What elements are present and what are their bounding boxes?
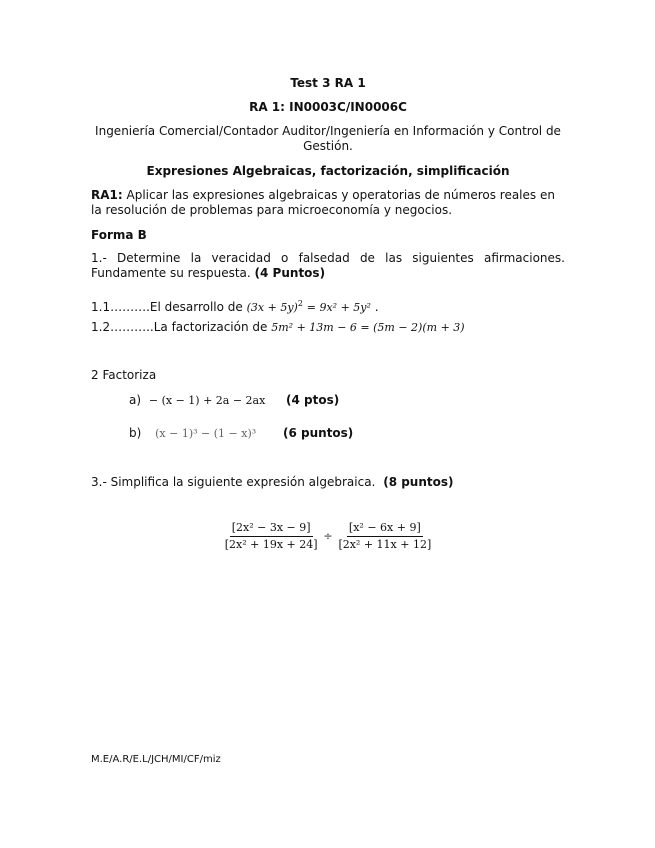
q1-line2-wrap xyxy=(91,266,565,281)
q2-b-math: (x − 1)³ − (1 − x)³ xyxy=(155,427,257,440)
q2-item-a xyxy=(129,393,565,408)
q1-item1-end: . xyxy=(374,300,379,314)
fraction-1-denominator: [2x² + 19x + 24] xyxy=(224,538,318,551)
fraction-2-denominator: [2x² + 11x + 12] xyxy=(338,538,432,551)
question-1 xyxy=(91,251,565,281)
ra-text: Aplicar las expresiones algebraicas y operatorias de números reales en la resolución de problemas para microeconomía y negocios. xyxy=(91,188,555,217)
footer-initials: M.E/A.R/E.L/JCH/MI/CF/miz xyxy=(91,754,221,765)
q1-item2-prefix: 1.2………..La factorización de xyxy=(91,320,268,334)
test-title: Test 3 RA 1 xyxy=(290,76,366,90)
q3-expression xyxy=(91,521,565,552)
q2-b-label: b) xyxy=(129,426,142,440)
q1-item2-math: 5m² + 13m − 6 = (5m − 2)(m + 3) xyxy=(271,321,465,334)
q3-points: (8 puntos) xyxy=(383,475,454,489)
form-label: Forma B xyxy=(91,228,147,242)
q2-title: 2 Factoriza xyxy=(91,368,157,382)
q1-item1-rhs: = 9x² + 5y² xyxy=(306,301,371,314)
q2-a-label: a) xyxy=(129,393,142,407)
q2-b-points: (6 puntos) xyxy=(283,426,354,440)
programs-line: Ingeniería Comercial/Contador Auditor/Ingeniería en Información y Control de Gestión. xyxy=(95,124,561,153)
q1-item1-prefix: 1.1……….El desarrollo de xyxy=(91,300,243,314)
question-3 xyxy=(91,475,565,490)
q1-item-1 xyxy=(91,296,565,315)
fraction-2-numerator: [x² − 6x + 9] xyxy=(347,521,423,537)
q1-item1-lhs: (3x + 5y) xyxy=(246,301,298,314)
q2-item-b xyxy=(129,426,565,441)
q1-line2: Fundamente su respuesta. xyxy=(91,266,251,280)
q2-a-points: (4 ptos) xyxy=(286,393,340,407)
course-codes: RA 1: IN0003C/IN0006C xyxy=(249,100,407,114)
q3-text: 3.- Simplifica la siguiente expresión algebraica. xyxy=(91,475,376,489)
q1-line1: 1.- Determine la veracidad o falsedad de las siguientes afirmaciones. xyxy=(91,251,565,265)
q1-item1-exponent: 2 xyxy=(297,299,303,308)
q1-item-2 xyxy=(91,320,565,335)
q2-a-math: − (x − 1) + 2a − 2ax xyxy=(148,394,266,407)
fraction-1 xyxy=(223,521,320,552)
topic-heading: Expresiones Algebraicas, factorización, simplificación xyxy=(146,164,510,178)
q1-points: (4 Puntos) xyxy=(254,266,326,280)
fraction-1-numerator: [2x² − 3x − 9] xyxy=(230,521,313,537)
fraction-2 xyxy=(336,521,433,552)
learning-outcome xyxy=(91,188,565,218)
division-operator: ÷ xyxy=(323,530,333,543)
ra-label: RA1: xyxy=(91,188,123,202)
